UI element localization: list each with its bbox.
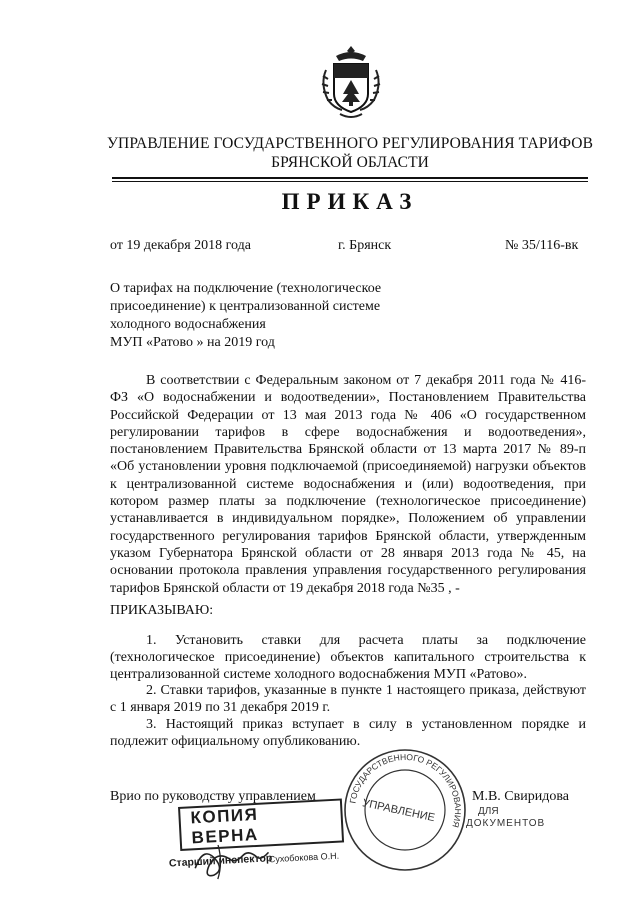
- handwritten-signature: [188, 834, 280, 885]
- order-item: 2. Ставки тарифов, указанные в пункте 1 настоящего приказа, действуют с 1 января 2019 по 31 декабря 2019 г.: [110, 683, 586, 716]
- subject-line: МУП «Ратово » на 2019 год: [110, 335, 275, 350]
- stamp-fragment-2: ДОКУМЕНТОВ: [466, 818, 546, 829]
- order-items: [110, 633, 586, 751]
- coat-of-arms-emblem: [318, 40, 384, 122]
- document-title: ПРИКАЗ: [281, 189, 419, 214]
- subject-line: холодного водоснабжения: [110, 317, 266, 332]
- document-date: от 19 декабря 2018 года: [110, 238, 251, 253]
- document-subject: [110, 280, 430, 352]
- subject-line: О тарифах на подключение (технологическое: [110, 281, 382, 296]
- decree-word: ПРИКАЗЫВАЮ:: [110, 603, 214, 618]
- header-rule-thick: [112, 177, 588, 179]
- order-item: 3. Настоящий приказ вступает в силу в установленном порядке и подлежит официальному опубликованию.: [110, 716, 586, 749]
- document-city: г. Брянск: [338, 238, 392, 253]
- preamble: [110, 372, 586, 597]
- document-number: № 35/116-вк: [505, 238, 579, 253]
- round-seal-stamp: [342, 747, 468, 873]
- organization-header: [100, 134, 600, 172]
- org-line-2: БРЯНСКОЙ ОБЛАСТИ: [271, 154, 429, 171]
- copy-certified-stamp: [166, 798, 346, 887]
- seal-ring-text: ГОСУДАРСТВЕННОГО РЕГУЛИРОВАНИЯ: [347, 751, 464, 829]
- subject-line: присоединение) к централизованной системе: [110, 299, 381, 314]
- org-line-1: УПРАВЛЕНИЕ ГОСУДАРСТВЕННОГО РЕГУЛИРОВАНИЯ ТАРИФОВ: [106, 135, 594, 152]
- signatory-position: Врио по руководству управлением: [110, 789, 316, 804]
- stamp-inspector-name: Сухобокова О.Н.: [268, 850, 340, 865]
- order-item: 1. Установить ставки для расчета платы за подключение (технологическое присоединение) объектов капитального строительства к централизованной системе холодного водоснабжения МУП «Ратово».: [110, 633, 586, 682]
- stamp-copy-heading: КОПИЯ ВЕРНА: [178, 798, 344, 851]
- seal-center-text: УПРАВЛЕНИЕ: [361, 797, 436, 825]
- header-rule-thin: [112, 181, 588, 182]
- preamble-paragraph: В соответствии с Федеральным законом от 7 декабря 2011 года № 416-ФЗ «О водоснабжении и водоотведении», Постановлением Правительства Российской Федерации от 13 мая 2013 года № 406 «О государственном регулировании тарифов в сфере водоснабжения и водоотведения», постановлением Правительства Брянской области от 13 марта 2017 № 89-п «Об установлении уровня подключаемой (присоединяемой) нагрузки объектов к централизованной системе водоснабжения и (или) водоотведения, при котором размер платы за подключение (технологическое присоединение) устанавливается в индивидуальном порядке», Положением об управлении государственного регулирования тарифов Брянской области, утвержденным указом Губернатора Брянской области от 28 января 2013 года № 45, на основании протокола правления управления государственного регулирования тарифов Брянской области от 19 декабря 2018 года №35 , -: [110, 373, 586, 596]
- stamp-fragment-1: ДЛЯ: [478, 806, 499, 817]
- signatory-name: М.В. Свиридова: [472, 789, 569, 804]
- stamp-inspector-role: Старший инспектор: [168, 852, 273, 870]
